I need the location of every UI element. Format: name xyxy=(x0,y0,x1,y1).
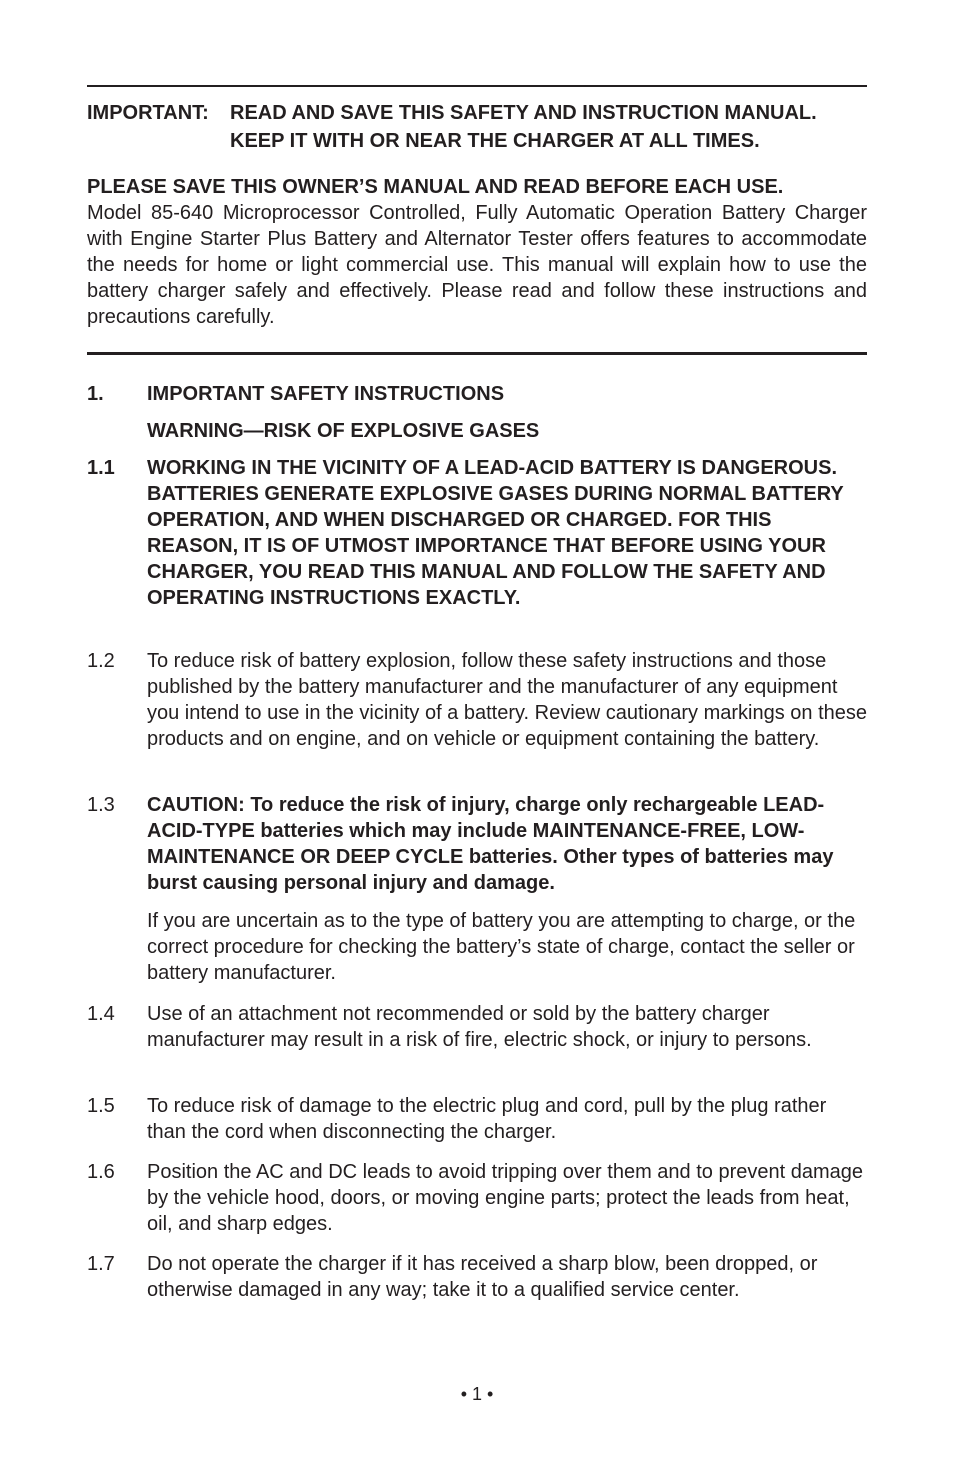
item-text: Position the AC and DC leads to avoid tripping over them and to prevent damage by the vehicle hood, doors, or moving engine parts; protect the leads from heat, oil, and sharp edges. xyxy=(147,1161,863,1235)
page-number: • 1 • xyxy=(460,1384,494,1404)
item-text: WORKING IN THE VICINITY OF A LEAD-ACID BATTERY IS DANGEROUS. BATTERIES GENERATE EXPLOSIVE GASES DURING NORMAL BATTERY OPERATION, AND WHEN DISCHARGED OR CHARGED. FOR THIS REASON, IT IS OF UTMOST IMPORTANCE THAT BEFORE USING YOUR CHARGER, YOU READ THIS MANUAL AND FOLLOW THE SAFETY AND OPERATING INSTRUCTIONS EXACTLY. xyxy=(147,457,844,609)
item-1-7 xyxy=(87,1251,867,1303)
item-1-3 xyxy=(87,792,867,986)
item-1-4 xyxy=(87,1001,867,1053)
item-text: Do not operate the charger if it has received a sharp blow, been dropped, or otherwise damaged in any way; take it to a qualified service center. xyxy=(147,1253,818,1301)
item-text: To reduce risk of battery explosion, follow these safety instructions and those published by the battery manufacturer and the manufacturer of any equipment you intend to use in the vicinity of a battery. Review cautionary markings on these products and on engine, and on vehicle or equipment containing the battery. xyxy=(147,650,868,750)
item-number: 1.3 xyxy=(87,794,115,816)
item-number: 1.4 xyxy=(87,1003,115,1025)
section-number: 1. xyxy=(87,383,104,405)
warning-heading xyxy=(87,418,867,444)
important-line-2: KEEP IT WITH OR NEAR THE CHARGER AT ALL TIMES. xyxy=(230,130,760,152)
caution-text: CAUTION: To reduce the risk of injury, charge only rechargeable LEAD-ACID-TYPE batteries which may include MAINTENANCE-FREE, LOW-MAINTENANCE OR DEEP CYCLE batteries. Other types of batteries may burst causing personal injury and damage. xyxy=(147,794,834,894)
item-number: 1.5 xyxy=(87,1095,115,1117)
item-text: To reduce risk of damage to the electric plug and cord, pull by the plug rather than the cord when disconnecting the charger. xyxy=(147,1095,827,1143)
item-1-1 xyxy=(87,455,867,611)
section-rule xyxy=(87,352,867,355)
item-1-2 xyxy=(87,648,867,752)
important-line-1: READ AND SAVE THIS SAFETY AND INSTRUCTION MANUAL. xyxy=(230,102,817,124)
item-number: 1.6 xyxy=(87,1161,115,1183)
top-rule xyxy=(87,85,867,87)
important-label: IMPORTANT: xyxy=(87,102,209,124)
item-1-5 xyxy=(87,1093,867,1145)
item-number: 1.1 xyxy=(87,457,115,479)
item-number: 1.2 xyxy=(87,650,115,672)
item-1-6 xyxy=(87,1159,867,1237)
warning-text: WARNING—RISK OF EXPLOSIVE GASES xyxy=(147,420,540,442)
intro-block xyxy=(87,174,867,330)
item-text: Use of an attachment not recommended or sold by the battery charger manufacturer may result in a risk of fire, electric shock, or injury to persons. xyxy=(147,1003,812,1051)
intro-body: Model 85-640 Microprocessor Controlled, Fully Automatic Operation Battery Charger with Engine Starter Plus Battery and Alternator Tester offers features to accommodate the needs for home or light commercial use. This manual will explain how to use the battery charger safely and effectively. Please read and follow these instructions and precautions carefully. xyxy=(87,202,867,328)
caution-note: If you are uncertain as to the type of battery you are attempting to charge, or the correct procedure for checking the battery’s state of charge, contact the seller or battery manufacturer. xyxy=(147,910,856,984)
item-number: 1.7 xyxy=(87,1253,115,1275)
intro-heading: PLEASE SAVE THIS OWNER’S MANUAL AND READ BEFORE EACH USE. xyxy=(87,176,784,198)
section-heading xyxy=(87,381,867,407)
section-title: IMPORTANT SAFETY INSTRUCTIONS xyxy=(147,383,505,405)
